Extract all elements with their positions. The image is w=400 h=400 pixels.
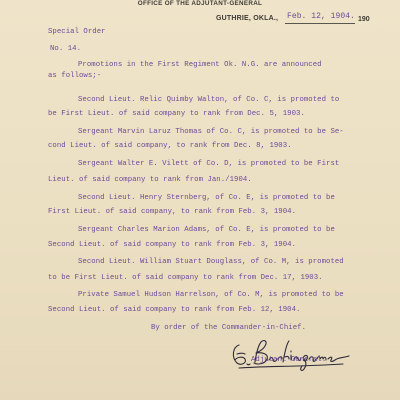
date-line bbox=[285, 23, 355, 24]
signature bbox=[225, 335, 365, 375]
promotion-5-line-1: Sergeant Charles Marion Adams, of Co. E, is promoted to be bbox=[78, 226, 335, 234]
promotion-1-line-2: be First Lieut. of said company to rank from Dec. 5, 1903. bbox=[48, 110, 305, 118]
promotion-7-line-1: Private Samuel Hudson Harrelson, of Co. M, is promoted to be bbox=[78, 291, 344, 299]
promotion-1-line-1: Second Lieut. Relic Quimby Walton, of Co. C, is promoted to bbox=[78, 96, 340, 104]
order-number: No. 14. bbox=[50, 45, 82, 53]
promotion-2-line-1: Sergeant Marvin Laruz Thomas of Co. C, is promoted to be Se- bbox=[78, 128, 344, 136]
promotion-3-line-2: Lieut. of said company to rank from Jan./1904. bbox=[48, 176, 252, 184]
letterhead-office: OFFICE OF THE ADJUTANT-GENERAL bbox=[137, 0, 263, 7]
intro-line-1: Promotions in the First Regiment Ok. N.G. are announced bbox=[78, 61, 322, 69]
signatory-title: Adjutant General. bbox=[251, 356, 327, 364]
order-title: Special Order bbox=[48, 28, 106, 36]
intro-line-2: as follows;- bbox=[48, 72, 102, 80]
order-date: Feb. 12, 1904. bbox=[287, 12, 355, 21]
promotion-6-line-1: Second Lieut. William Stuart Douglass, of Co. M, is promoted bbox=[78, 258, 344, 266]
promotion-2-line-2: cond Lieut. of said company, to rank from Dec. 8, 1903. bbox=[48, 142, 292, 150]
promotion-5-line-2: Second Lieut. of said company to rank from Feb. 3, 1904. bbox=[48, 241, 297, 249]
promotion-6-line-2: to be First Lieut. of said company to rank from Dec. 17, 1903. bbox=[48, 274, 323, 282]
letterhead-year: 190 bbox=[358, 16, 370, 23]
promotion-3-line-1: Sergeant Walter E. Vilett of Co. D, is promoted to be First bbox=[78, 160, 340, 168]
promotion-4-line-1: Second Lieut. Henry Sternberg, of Co. E, is promoted to be bbox=[78, 194, 335, 202]
promotion-7-line-2: Second Lieut. of said company to rank from Feb. 12, 1904. bbox=[48, 306, 301, 314]
promotion-4-line-2: First Lieut. of said company, to rank from Feb. 3, 1904. bbox=[48, 208, 297, 216]
closing-line: By order of the Commander-in-Chief. bbox=[151, 324, 307, 332]
letterhead-place: GUTHRIE, OKLA., bbox=[216, 15, 279, 22]
